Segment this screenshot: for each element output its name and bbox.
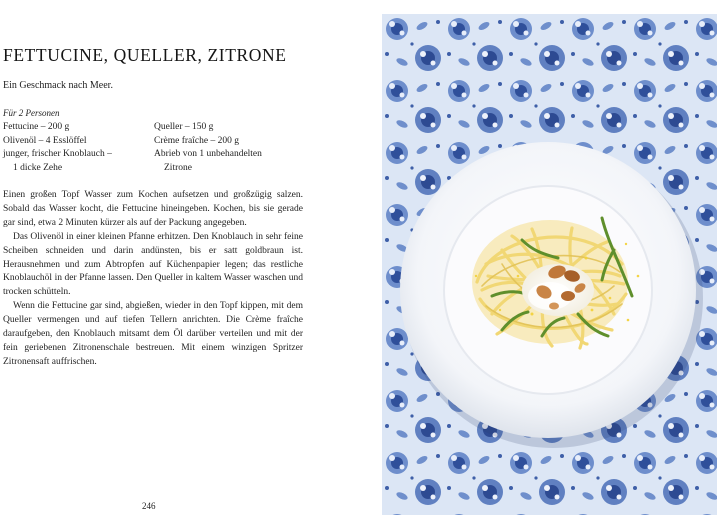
ingredient-line: junger, frischer Knoblauch – (3, 149, 112, 159)
servings-label: Für 2 Personen (3, 108, 60, 118)
method-paragraph: Das Olivenöl in einer kleinen Pfanne erhitzen. Den Knoblauch in sehr feine Scheiben schneiden und darin andünsten, bis er satt goldbraun ist. Herausnehmen und zum Abtropfen auf Küchenpapier legen; das restliche Knoblauchöl in der Pfanne lassen. Den Queller in kaltem Wasser waschen und trocken schütteln. (3, 231, 303, 298)
ingredient-line: Abrieb von 1 unbehandelten (154, 149, 262, 159)
ingredient-line: Fettucine – 200 g (3, 122, 70, 132)
method-text (3, 189, 303, 370)
ingredient-line: Queller – 150 g (154, 122, 214, 132)
method-paragraph: Einen großen Topf Wasser zum Kochen aufsetzen und großzügig salzen. Sobald das Wasser kocht, die Fettucine hineingeben. Kochen, bis sie gerade gar sind, etwa 2 Minuten kürzer als auf der Packung angegeben. (3, 190, 303, 228)
recipe-title: FETTUCINE, QUELLER, ZITRONE (3, 45, 287, 65)
ingredient-line: Crème fraîche – 200 g (154, 135, 239, 146)
page-number: 246 (142, 501, 156, 511)
ingredients-column-right (154, 121, 262, 175)
ingredient-line: 1 dicke Zehe (13, 162, 63, 173)
recipe-tagline: Ein Geschmack nach Meer. (3, 80, 113, 91)
ingredients-column-left (3, 121, 112, 175)
ingredient-line: Olivenöl – 4 Esslöffel (3, 135, 87, 146)
method-paragraph: Wenn die Fettucine gar sind, abgießen, wieder in den Topf kippen, mit dem Queller vermengen und auf tiefen Tellern anrichten. Die Crème fraîche daraufgeben, den Knoblauch mitsamt dem Öl darüber verteilen und mit der fein geriebenen Zitronenschale bestreuen. Mit einem winzigen Spritzer Zitronensaft auffrischen. (3, 301, 303, 367)
dish-photo (382, 14, 717, 515)
ingredient-line: Zitrone (164, 162, 192, 173)
